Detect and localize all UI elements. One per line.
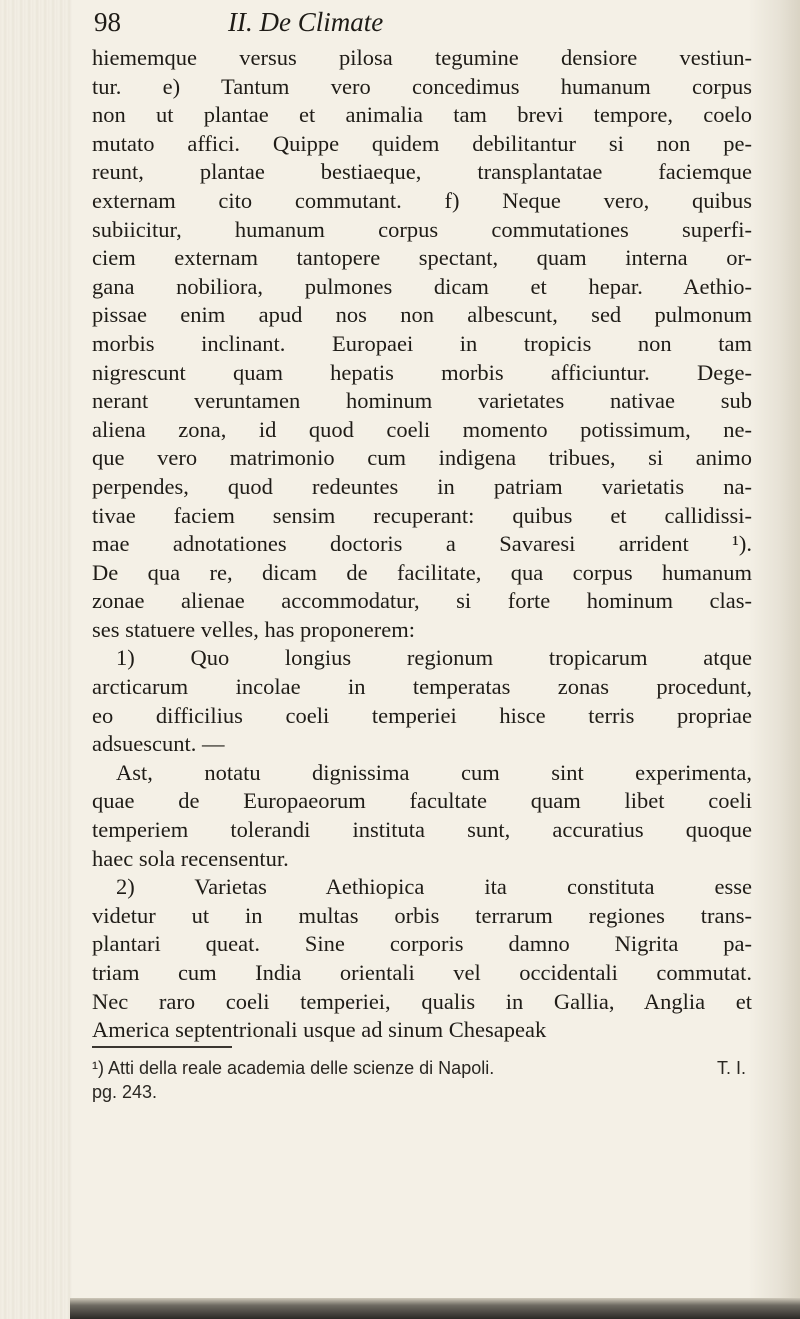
text-line: morbis inclinant. Europaei in tropicis non tam	[92, 330, 752, 356]
footnote-line: ¹) Atti della reale academia delle scienze di Napoli.	[92, 1058, 495, 1078]
text-line: 1) Quo longius regionum tropicarum atque	[116, 645, 752, 671]
text-line: ciem externam tantopere spectant, quam interna or-	[92, 245, 752, 271]
text-line: que vero matrimonio cum indigena tribues, si animo	[92, 445, 752, 471]
text-line: haec sola recensentur.	[92, 845, 289, 871]
text-line: nerant veruntamen hominum varietates nativae sub	[92, 388, 752, 414]
footnote-rule	[92, 1046, 232, 1048]
text-line: ses statuere velles, has proponerem:	[92, 616, 416, 642]
text-line: quae de Europaeorum facultate quam libet coeli	[92, 788, 752, 814]
running-head	[92, 4, 752, 40]
text-line: arcticarum incolae in temperatas zonas procedunt,	[92, 674, 752, 700]
text-line: externam cito commutant. f) Neque vero, quibus	[92, 187, 752, 213]
text-line: De qua re, dicam de facilitate, qua corpus humanum	[92, 559, 752, 585]
text-line: nigrescunt quam hepatis morbis afficiuntur. Dege-	[92, 359, 752, 385]
body-text	[92, 44, 752, 1045]
footnote-volume: T. I.	[716, 1058, 746, 1078]
right-page-edge	[748, 0, 800, 1319]
text-line: videtur ut in multas orbis terrarum regiones trans-	[92, 902, 752, 928]
text-line: America septentrionali usque ad sinum Chesapeak	[92, 1017, 547, 1043]
text-line: pissae enim apud nos non albescunt, sed pulmonum	[92, 302, 752, 328]
text-line: 2) Varietas Aethiopica ita constituta esse	[116, 874, 752, 900]
left-page-edge	[0, 0, 72, 1319]
text-line: non ut plantae et animalia tam brevi tempore, coelo	[92, 102, 752, 128]
text-line: tivae faciem sensim recuperant: quibus et callidissi-	[92, 502, 752, 528]
text-line: gana nobiliora, pulmones dicam et hepar. Aethio-	[92, 273, 752, 299]
text-line: tur. e) Tantum vero concedimus humanum corpus	[92, 73, 752, 99]
text-line: plantari queat. Sine corporis damno Nigrita pa-	[92, 931, 752, 957]
chapter-title: II. De Climate	[228, 7, 384, 37]
text-line: aliena zona, id quod coeli momento potissimum, ne-	[92, 416, 752, 442]
text-line: Nec raro coeli temperiei, qualis in Gallia, Anglia et	[92, 988, 752, 1014]
text-line: temperiem tolerandi instituta sunt, accuratius quoque	[92, 817, 752, 843]
text-line: adsuescunt. —	[92, 731, 225, 757]
text-line: zonae alienae accommodatur, si forte hominum clas-	[92, 588, 752, 614]
page-bottom-shadow	[70, 1298, 800, 1319]
text-line: hiememque versus pilosa tegumine densiore vestiun-	[92, 45, 752, 70]
text-line: subiicitur, humanum corpus commutationes superfi-	[92, 216, 752, 242]
text-line: triam cum India orientali vel occidentali commutat.	[92, 960, 752, 985]
text-line: mae adnotationes doctoris a Savaresi arrident ¹).	[92, 531, 752, 557]
page-number: 98	[94, 7, 121, 37]
text-line: eo difficilius coeli temperiei hisce terris propriae	[92, 702, 752, 728]
footnote	[92, 1056, 752, 1104]
text-line: reunt, plantae bestiaeque, transplantatae faciemque	[92, 159, 752, 185]
text-line: mutato affici. Quippe quidem debilitantur si non pe-	[92, 130, 752, 156]
footnote-line: pg. 243.	[92, 1082, 158, 1102]
text-line: Ast, notatu dignissima cum sint experimenta,	[116, 759, 752, 785]
text-line: perpendes, quod redeuntes in patriam varietatis na-	[92, 473, 752, 499]
